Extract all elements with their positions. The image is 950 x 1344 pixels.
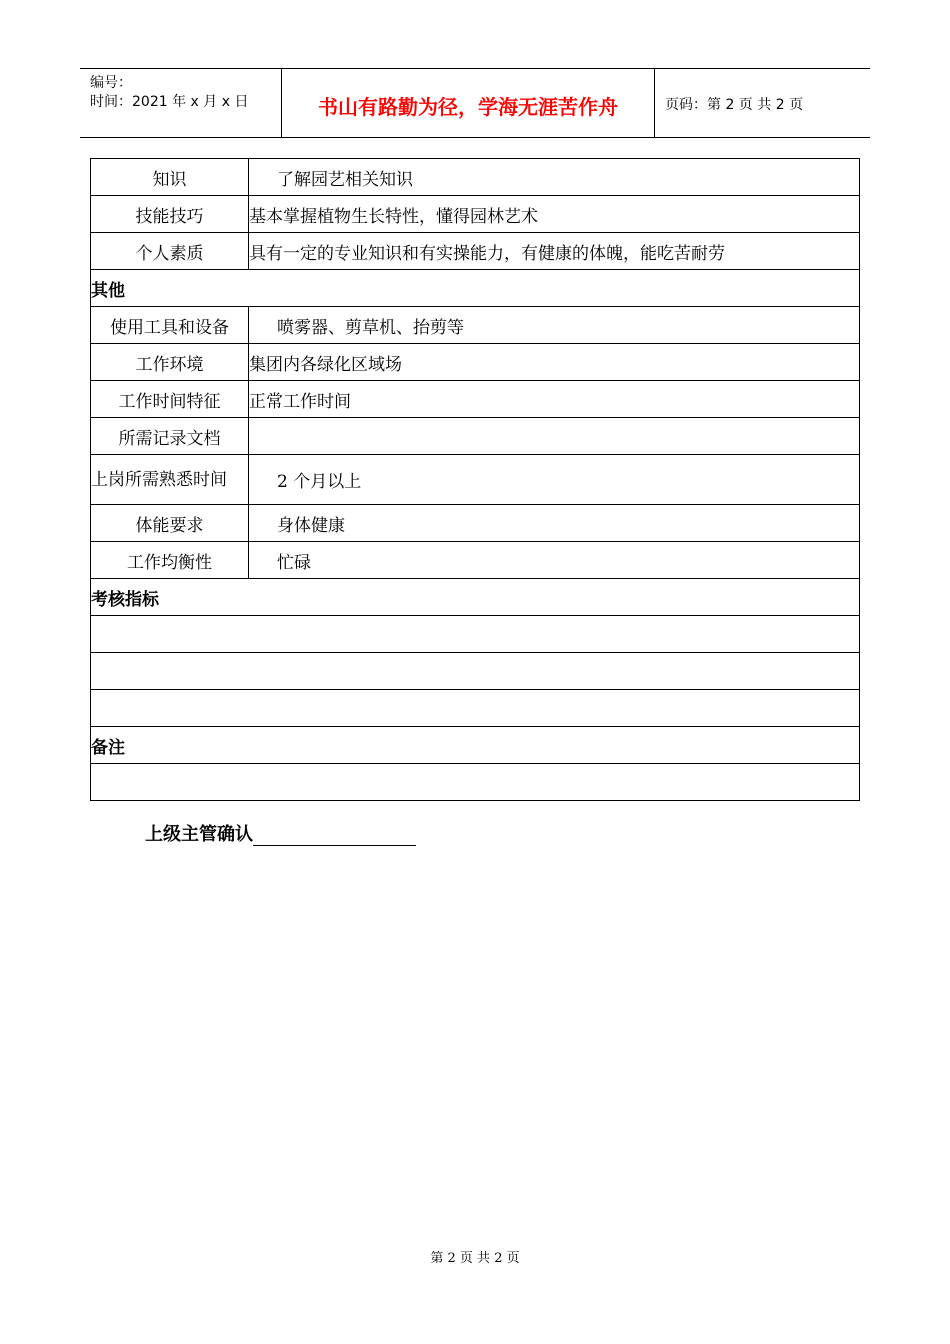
table-row: [91, 455, 860, 505]
table-row: [91, 344, 860, 381]
signature-line[interactable]: [253, 827, 416, 846]
row-value: 了解园艺相关知识: [249, 159, 860, 196]
row-label: 工作时间特征: [91, 381, 249, 418]
table-row: [91, 196, 860, 233]
row-label: 工作环境: [91, 344, 249, 381]
section-row: [91, 579, 860, 616]
table-row: [91, 159, 860, 196]
row-value: 正常工作时间: [249, 381, 860, 418]
row-value: 2 个月以上: [249, 455, 860, 505]
section-title-remark: 备注: [91, 727, 860, 764]
header-motto: 书山有路勤为径，学海无涯苦作舟: [318, 95, 618, 119]
empty-cell: [91, 616, 860, 653]
page-footer: 第 2 页 共 2 页: [430, 1251, 520, 1266]
row-label: 个人素质: [91, 233, 249, 270]
section-row: [91, 727, 860, 764]
page-header: [80, 68, 870, 138]
row-label: 知识: [91, 159, 249, 196]
section-title-other: 其他: [91, 270, 860, 307]
row-label: 体能要求: [91, 505, 249, 542]
table-row: [91, 233, 860, 270]
empty-row: [91, 690, 860, 727]
job-description-table: [90, 158, 860, 801]
header-motto-cell: [282, 69, 655, 137]
row-value: 集团内各绿化区域场: [249, 344, 860, 381]
empty-cell: [91, 653, 860, 690]
table-row: [91, 418, 860, 455]
empty-cell: [91, 690, 860, 727]
section-row: [91, 270, 860, 307]
table-row: [91, 307, 860, 344]
row-value: 忙碌: [249, 542, 860, 579]
row-value: 基本掌握植物生长特性，懂得园林艺术: [249, 196, 860, 233]
row-label: 技能技巧: [91, 196, 249, 233]
doc-number-label: 编号：: [90, 75, 132, 91]
doc-time-label: 时间：2021 年 x 月 x 日: [90, 94, 249, 110]
empty-row: [91, 616, 860, 653]
table-row: [91, 505, 860, 542]
table-row: [91, 381, 860, 418]
row-value: [249, 418, 860, 455]
row-value: 喷雾器、剪草机、抬剪等: [249, 307, 860, 344]
header-page-cell: [655, 69, 870, 137]
header-meta: [80, 69, 282, 137]
row-label: 工作均衡性: [91, 542, 249, 579]
supervisor-confirm: [145, 820, 416, 846]
table-row: [91, 542, 860, 579]
empty-row: [91, 653, 860, 690]
row-label: 上岗所需熟悉时间: [91, 455, 249, 505]
supervisor-confirm-label: 上级主管确认: [145, 824, 253, 845]
empty-cell: [91, 764, 860, 801]
row-value: 具有一定的专业知识和有实操能力，有健康的体魄，能吃苦耐劳: [249, 233, 860, 270]
row-label: 使用工具和设备: [91, 307, 249, 344]
row-value: 身体健康: [249, 505, 860, 542]
header-page-info: 页码：第 2 页 共 2 页: [665, 97, 804, 113]
empty-row: [91, 764, 860, 801]
row-label: 所需记录文档: [91, 418, 249, 455]
section-title-kpi: 考核指标: [91, 579, 860, 616]
